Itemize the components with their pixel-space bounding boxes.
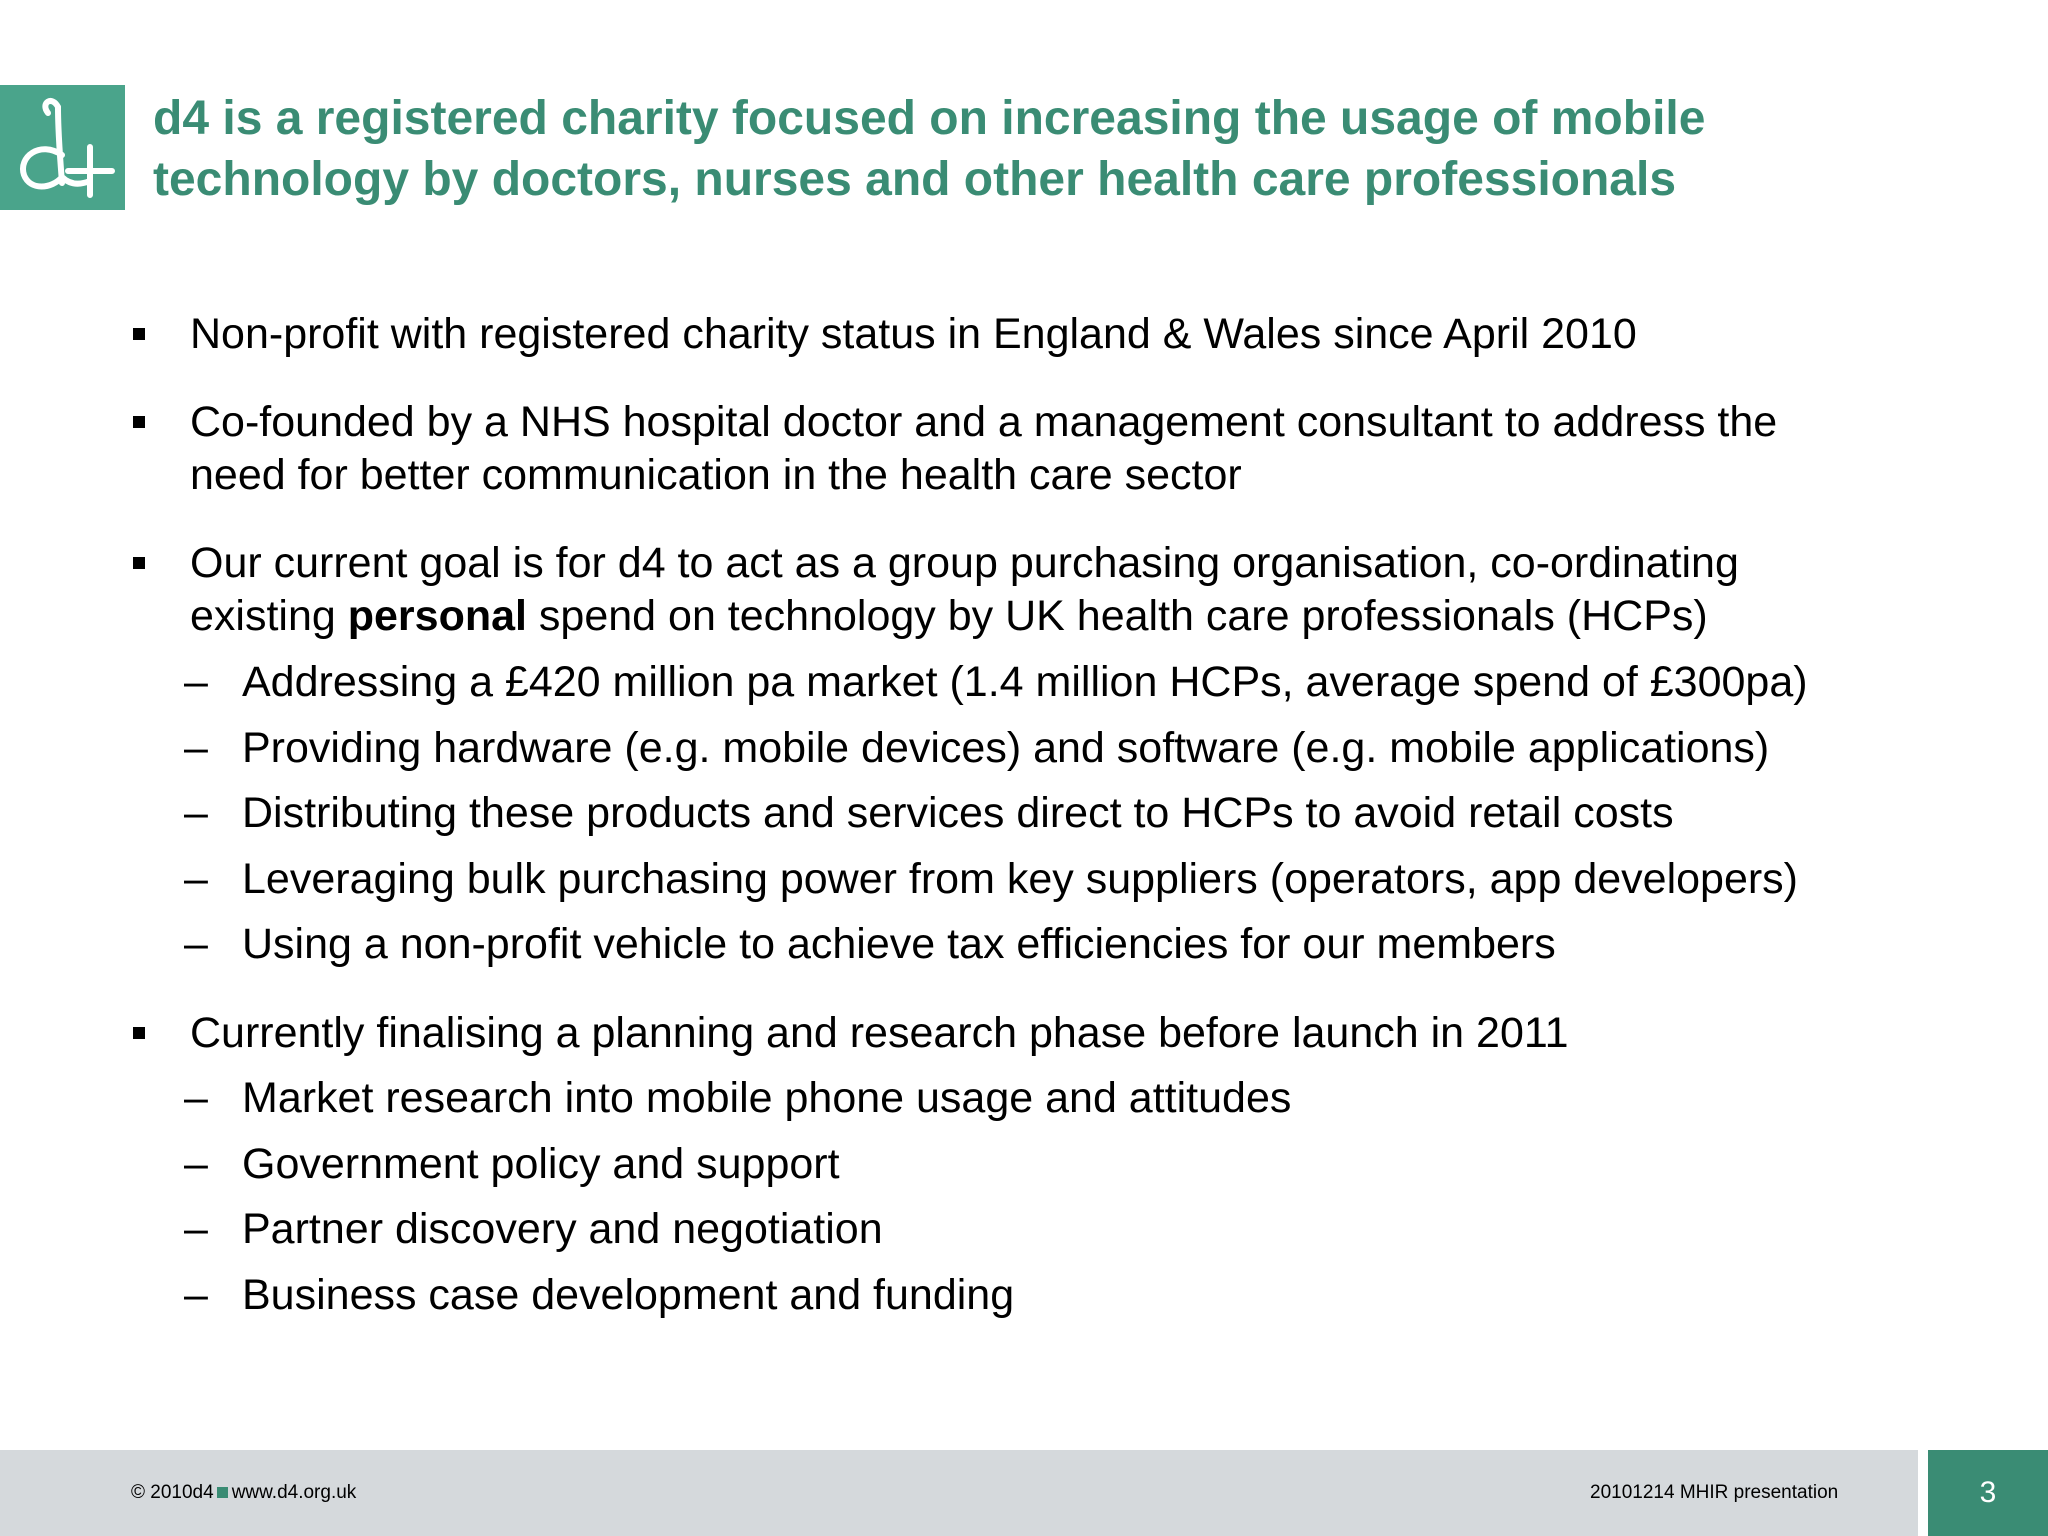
bullet-marker xyxy=(133,328,145,340)
sub-bullet-dash: – xyxy=(184,789,208,837)
sub-bullet-dash: – xyxy=(184,1074,208,1122)
bullet-marker xyxy=(133,1027,145,1039)
sub-bullet-dash: – xyxy=(184,1140,208,1188)
sub-bullet-3-2: Providing hardware (e.g. mobile devices) and software (e.g. mobile applications) xyxy=(242,724,1770,772)
bullet-3-emphasis: personal xyxy=(347,592,527,640)
sub-bullet-dash: – xyxy=(184,1205,208,1253)
bullet-4: Currently finalising a planning and research phase before launch in 2011 xyxy=(190,1009,1569,1057)
sub-bullet-4-4: Business case development and funding xyxy=(242,1271,1015,1319)
sub-bullet-3-1: Addressing a £420 million pa market (1.4 million HCPs, average spend of £300pa) xyxy=(242,658,1808,706)
presentation-label: 20101214 MHIR presentation xyxy=(1590,1482,1839,1503)
bullet-2-line-1: Co-founded by a NHS hospital doctor and a management consultant to address the xyxy=(190,398,1778,446)
title-line-2: technology by doctors, nurses and other health care professionals xyxy=(153,153,1677,206)
sub-bullet-dash: – xyxy=(184,920,208,968)
bullet-3-line-2 xyxy=(190,590,1708,643)
separator-square-icon xyxy=(217,1487,228,1498)
copyright-text: © 2010d4 xyxy=(131,1482,214,1503)
sub-bullet-4-1: Market research into mobile phone usage and attitudes xyxy=(242,1074,1292,1122)
bullet-3-text-pre: existing xyxy=(190,592,348,640)
title-line-1: d4 is a registered charity focused on increasing the usage of mobile xyxy=(153,92,1706,145)
sub-bullet-3-4: Leveraging bulk purchasing power from key suppliers (operators, app developers) xyxy=(242,855,1798,903)
sub-bullet-4-3: Partner discovery and negotiation xyxy=(242,1205,883,1253)
sub-bullet-dash: – xyxy=(184,724,208,772)
bullet-2-line-2: need for better communication in the health care sector xyxy=(190,451,1242,499)
bullet-3-text-post: spend on technology by UK health care professionals (HCPs) xyxy=(526,592,1708,640)
sub-bullet-dash: – xyxy=(184,855,208,903)
sub-bullet-dash: – xyxy=(184,1271,208,1319)
bullet-1: Non-profit with registered charity status in England & Wales since April 2010 xyxy=(190,310,1637,358)
footer-copyright xyxy=(131,1481,356,1505)
website-link[interactable]: www.d4.org.uk xyxy=(231,1482,357,1503)
sub-bullet-4-2: Government policy and support xyxy=(242,1140,840,1188)
bullet-marker xyxy=(133,416,145,428)
page-number: 3 xyxy=(1928,1450,2048,1536)
sub-bullet-3-5: Using a non-profit vehicle to achieve tax efficiencies for our members xyxy=(242,920,1556,968)
sub-bullet-3-3: Distributing these products and services direct to HCPs to avoid retail costs xyxy=(242,789,1674,837)
sub-bullet-dash: – xyxy=(184,658,208,706)
bullet-3-line-1: Our current goal is for d4 to act as a group purchasing organisation, co-ordinating xyxy=(190,539,1739,587)
bullet-marker xyxy=(133,557,145,569)
